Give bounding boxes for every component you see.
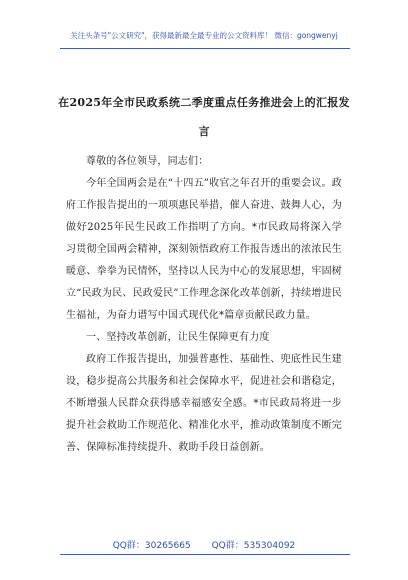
paragraph-section-1: 政府工作报告提出，加强普惠性、基础性、兜底性民生建设，稳步提高公共服务和社会保障水平，促进社会和谐稳定，不断增强人民群众获得感幸福感安全感。*市民政局将进一步提升社会救助工作规范化、精准化水平，推动政策制度不断完善、保障标准持续提升、救助手段日益创新。 (66, 354, 342, 453)
section-heading-1: 一、坚持改革创新，让民生保障更有力度 (86, 332, 270, 343)
document-title-line-1: 在2025年全市民政系统二季度重点任务推进会上的汇报发 (58, 96, 350, 109)
footer-contact (0, 538, 408, 551)
salutation: 尊敬的各位领导，同志们： (86, 156, 209, 167)
header-banner: 关注头条号"公文研究"，获得最新最全最专业的公文资料库！ 微信：gongwenyj (70, 31, 338, 40)
document-body (66, 151, 342, 459)
footer-qq-group-2: QQ群：535304092 (211, 541, 296, 551)
header-divider (60, 48, 350, 49)
document-title-line-2: 言 (198, 125, 210, 138)
footer-qq-group-1: QQ群：30265665 (112, 541, 191, 551)
footer-divider (60, 554, 350, 555)
paragraph-intro: 今年全国两会是在“十四五”收官之年召开的重要会议。政府工作报告提出的一项项惠民举措，催人奋进、鼓舞人心，为做好2025年民生民政工作指明了方向。*市民政局将深入学习贯彻全国两会精神，深刻领悟政府工作报告透出的浓浓民生暖意、拳拳为民情怀，坚持以人民为中心的发展思想，牢固树立“民政为民、民政爱民”工作理念深化改革创新，持续增进民生福祉，为奋力谱写中国式现代化*篇章贡献民政力量。 (66, 178, 342, 321)
